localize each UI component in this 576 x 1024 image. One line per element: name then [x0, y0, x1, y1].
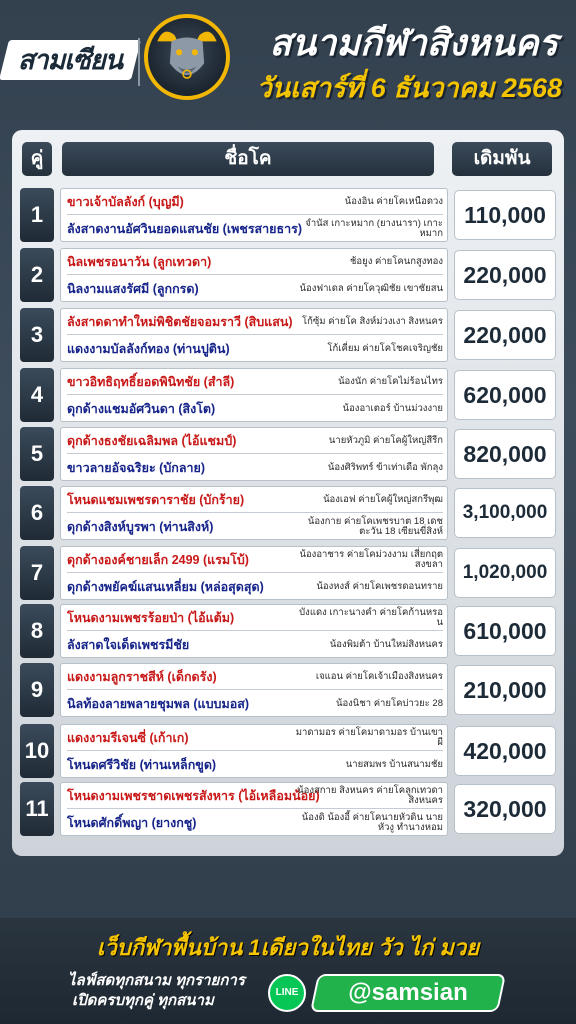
blue-bull-camp: น้องศิริพทร์ ข้าเท่าเดือ พักลุง	[327, 462, 443, 473]
red-bull-name: ลังสาดดาทำใหม่พิชิตชัยจอมราวี (สิบแสน)	[67, 315, 293, 329]
match-number: 11	[20, 782, 54, 836]
blue-bull-name: ลังสาดใจเด็ดเพชรมีชัย	[67, 638, 190, 652]
match-number: 3	[20, 308, 54, 362]
match-number: 5	[20, 427, 54, 481]
footer	[0, 918, 576, 1024]
table-row[interactable]	[20, 782, 556, 836]
blue-bull-camp: โก้เคี่ยม ค่ายโคโชคเจริญชัย	[327, 343, 443, 354]
match-number: 8	[20, 604, 54, 658]
bet-amount: 210,000	[454, 665, 556, 715]
table-row[interactable]	[20, 308, 556, 362]
blue-corner	[67, 514, 443, 540]
bet-amount: 420,000	[454, 726, 556, 776]
red-bull-name: โหนดงามเพชรร้อยป่า (ไอ้แต้ม)	[67, 611, 235, 625]
match-number: 7	[20, 546, 54, 600]
blue-bull-name: ดุกด้างพยัคฆ์แสนเหลี่ยม (หล่อสุดสุด)	[67, 580, 264, 594]
bull-pair	[60, 782, 448, 836]
red-bull-camp: น้องนัก ค่ายโคไม่ร้อนไทร	[338, 376, 443, 387]
bet-amount: 1,020,000	[454, 548, 556, 598]
blue-bull-name: โหนดศรีวิชัย (ท่านเหล็กขูด)	[67, 758, 217, 772]
red-bull-camp: น้องอิน ค่ายโคเหนือดวง	[344, 196, 443, 207]
red-corner	[67, 369, 443, 395]
red-bull-camp: นายหัวภูมิ ค่ายโคผู้ใหญ่สีรีก	[328, 435, 443, 446]
match-number: 2	[20, 248, 54, 302]
bull-pair	[60, 248, 448, 302]
line-app-icon[interactable]: LINE	[268, 974, 306, 1012]
red-corner	[67, 783, 443, 809]
blue-bull-name: ดุกด้างแชมอัศวินดา (สิงโต)	[67, 402, 216, 416]
table-row[interactable]	[20, 724, 556, 778]
table-row[interactable]	[20, 486, 556, 540]
footer-line-1: ไลฟ์สดทุกสนาม ทุกรายการ	[68, 972, 245, 989]
blue-corner	[67, 336, 443, 362]
match-number: 4	[20, 368, 54, 422]
bull-head-icon	[144, 14, 230, 100]
footer-line-2: เปิดครบทุกคู่ ทุกสนาม	[72, 992, 214, 1009]
match-number: 10	[20, 724, 54, 778]
bull-pair	[60, 663, 448, 717]
bull-pair	[60, 486, 448, 540]
red-corner	[67, 428, 443, 454]
divider	[138, 38, 140, 86]
bet-amount: 320,000	[454, 784, 556, 834]
blue-corner	[67, 396, 443, 422]
bet-amount: 620,000	[454, 370, 556, 420]
col-header-no: คู่	[22, 142, 52, 176]
red-corner	[67, 725, 443, 751]
table-row[interactable]	[20, 546, 556, 600]
blue-bull-name: โหนดศักดิ์พญา (ยางกชู)	[67, 816, 197, 830]
match-table	[12, 130, 564, 856]
match-number: 1	[20, 188, 54, 242]
red-corner	[67, 547, 443, 573]
table-row[interactable]	[20, 604, 556, 658]
red-bull-camp: มาดามอร ค่ายโคมาดามอร บ้านเขาผี	[295, 727, 443, 748]
red-corner	[67, 664, 443, 690]
bull-pair	[60, 368, 448, 422]
red-bull-camp: น้องสกาย สิงหนคร ค่ายโคลูกเทวดาสิงหนคร	[297, 785, 443, 806]
blue-bull-camp: น้องอาเตอร์ บ้านม่วงงาย	[342, 403, 443, 414]
blue-bull-camp: น้องพิมต้า บ้านใหม่สิงหนคร	[329, 639, 443, 650]
blue-bull-name: แดงงามบัลลังก์ทอง (ท่านปูติน)	[67, 342, 230, 356]
red-bull-name: แดงงามรีเจนซี่ (เก้าเก)	[67, 731, 189, 745]
bull-pair	[60, 188, 448, 242]
bet-amount: 610,000	[454, 606, 556, 656]
blue-corner	[67, 632, 443, 658]
blue-corner	[67, 574, 443, 600]
bull-pair	[60, 427, 448, 481]
col-header-name: ชื่อโค	[62, 142, 434, 176]
slogan: เว็บกีฬาพื้นบ้าน 1เดียวในไทย วัว ไก่ มวย	[96, 935, 480, 960]
red-corner	[67, 487, 443, 513]
match-number: 9	[20, 663, 54, 717]
red-bull-name: ขาวอิทธิฤทธิ์ยอดพินิทชัย (สำลี)	[67, 375, 235, 389]
page-title: สนามกีฬาสิงหนคร	[269, 22, 558, 63]
col-header-bet: เดิมพัน	[452, 142, 552, 176]
red-bull-name: นิลเพชรอนาวัน (ลูกเทวดา)	[67, 255, 212, 269]
table-row[interactable]	[20, 248, 556, 302]
red-bull-name: โหนดงามเพชรชาดเพชรสังหาร (ไอ้เหลือมน้อย)	[67, 789, 320, 803]
blue-bull-camp: น้องนิชา ค่ายโคบ่าวยะ 28	[335, 698, 443, 709]
table-row[interactable]	[20, 368, 556, 422]
blue-bull-name: ขาวลายอัจฉริยะ (บักลาย)	[67, 461, 205, 475]
blue-corner	[67, 810, 443, 836]
table-row[interactable]	[20, 188, 556, 242]
brand-logo[interactable]	[0, 40, 141, 80]
blue-bull-camp: น้องกาย ค่ายโคเพชรบาต 18 เดชตะวัน 18 เซียนขี่สิงห์	[307, 516, 443, 537]
red-bull-camp: น้องเอฟ ค่ายโคผู้ใหญ่สกรีพุฒ	[323, 494, 443, 505]
red-bull-camp: เจแอน ค่ายโคเจ้าเมืองสิงหนคร	[315, 671, 443, 682]
bet-amount: 110,000	[454, 190, 556, 240]
bet-amount: 820,000	[454, 429, 556, 479]
blue-bull-name: นิลท้องลายพลายชุมพล (แบบมอส)	[67, 697, 250, 711]
line-id-button[interactable]	[310, 974, 506, 1012]
red-corner	[67, 309, 443, 335]
red-bull-camp: น้องอาชาร ค่ายโคม่วงงาม เสี่ยกฤต สงขลา	[299, 549, 443, 570]
blue-corner	[67, 691, 443, 717]
blue-bull-name: ดุกด้างสิงห์บูรพา (ท่านสิงห์)	[67, 520, 214, 534]
blue-bull-name: นิลงามแสงรัศมี (ลูกกรด)	[67, 282, 199, 296]
header	[0, 0, 576, 118]
red-bull-name: แดงงามลูกราชสีห์ (เด็กดรัง)	[67, 670, 217, 684]
blue-corner	[67, 276, 443, 302]
red-bull-camp: บังแดง เกาะนางคำ ค่ายโคก้านหรอน	[299, 607, 443, 628]
blue-bull-camp: น้องฟาเดล ค่ายโควุฒิชัย เขาชัยสน	[299, 283, 443, 294]
red-bull-name: ดุกด้างองค์ชายเล็ก 2499 (แรมโบ้)	[67, 553, 249, 567]
line-id-label: @samsian	[348, 979, 468, 1006]
bet-amount: 220,000	[454, 310, 556, 360]
bull-pair	[60, 546, 448, 600]
table-row[interactable]	[20, 427, 556, 481]
red-corner	[67, 189, 443, 215]
blue-corner	[67, 752, 443, 778]
red-bull-name: ขาวเจ้าบัลลังก์ (บุญมี)	[67, 195, 184, 209]
red-bull-name: ดุกด้างธงชัยเฉลิมพล (ไอ้แชมป์)	[67, 434, 237, 448]
blue-bull-camp: จำนัส เกาะหมาก (ยางนารา) เกาะหมาก	[305, 218, 443, 239]
blue-bull-camp: นายสมพร บ้านสนามชัย	[345, 759, 443, 770]
event-date: วันเสาร์ที่ 6 ธันวาคม 2568	[256, 73, 562, 103]
bull-pair	[60, 308, 448, 362]
match-number: 6	[20, 486, 54, 540]
blue-bull-camp: น้องหงส์ ค่ายโคเพชรดอนทราย	[316, 581, 443, 592]
bet-amount: 220,000	[454, 250, 556, 300]
red-bull-camp: ช้อยูง ค่ายโคนกสูงทอง	[349, 256, 443, 267]
blue-bull-name: ลังสาดงานอัศวินยอดแสนชัย (เพชรสายธาร)	[67, 222, 303, 236]
blue-bull-camp: น้องดิ น้องอี้ ค่ายโคนายหัวดิน นายหัวงู ทำนางหอม	[301, 812, 443, 833]
blue-corner	[67, 216, 443, 242]
red-corner	[67, 249, 443, 275]
bet-amount: 3,100,000	[454, 488, 556, 538]
table-row[interactable]	[20, 663, 556, 717]
blue-corner	[67, 455, 443, 481]
red-bull-name: โหนดแชมเพชรดาราชัย (บักร้าย)	[67, 493, 245, 507]
bull-pair	[60, 724, 448, 778]
bull-pair	[60, 604, 448, 658]
red-bull-camp: โก้ซุ้ม ค่ายโค สิงห์ม่วงเงา สิงหนคร	[301, 316, 443, 327]
brand-name: สามเซียน	[17, 45, 123, 75]
red-corner	[67, 605, 443, 631]
